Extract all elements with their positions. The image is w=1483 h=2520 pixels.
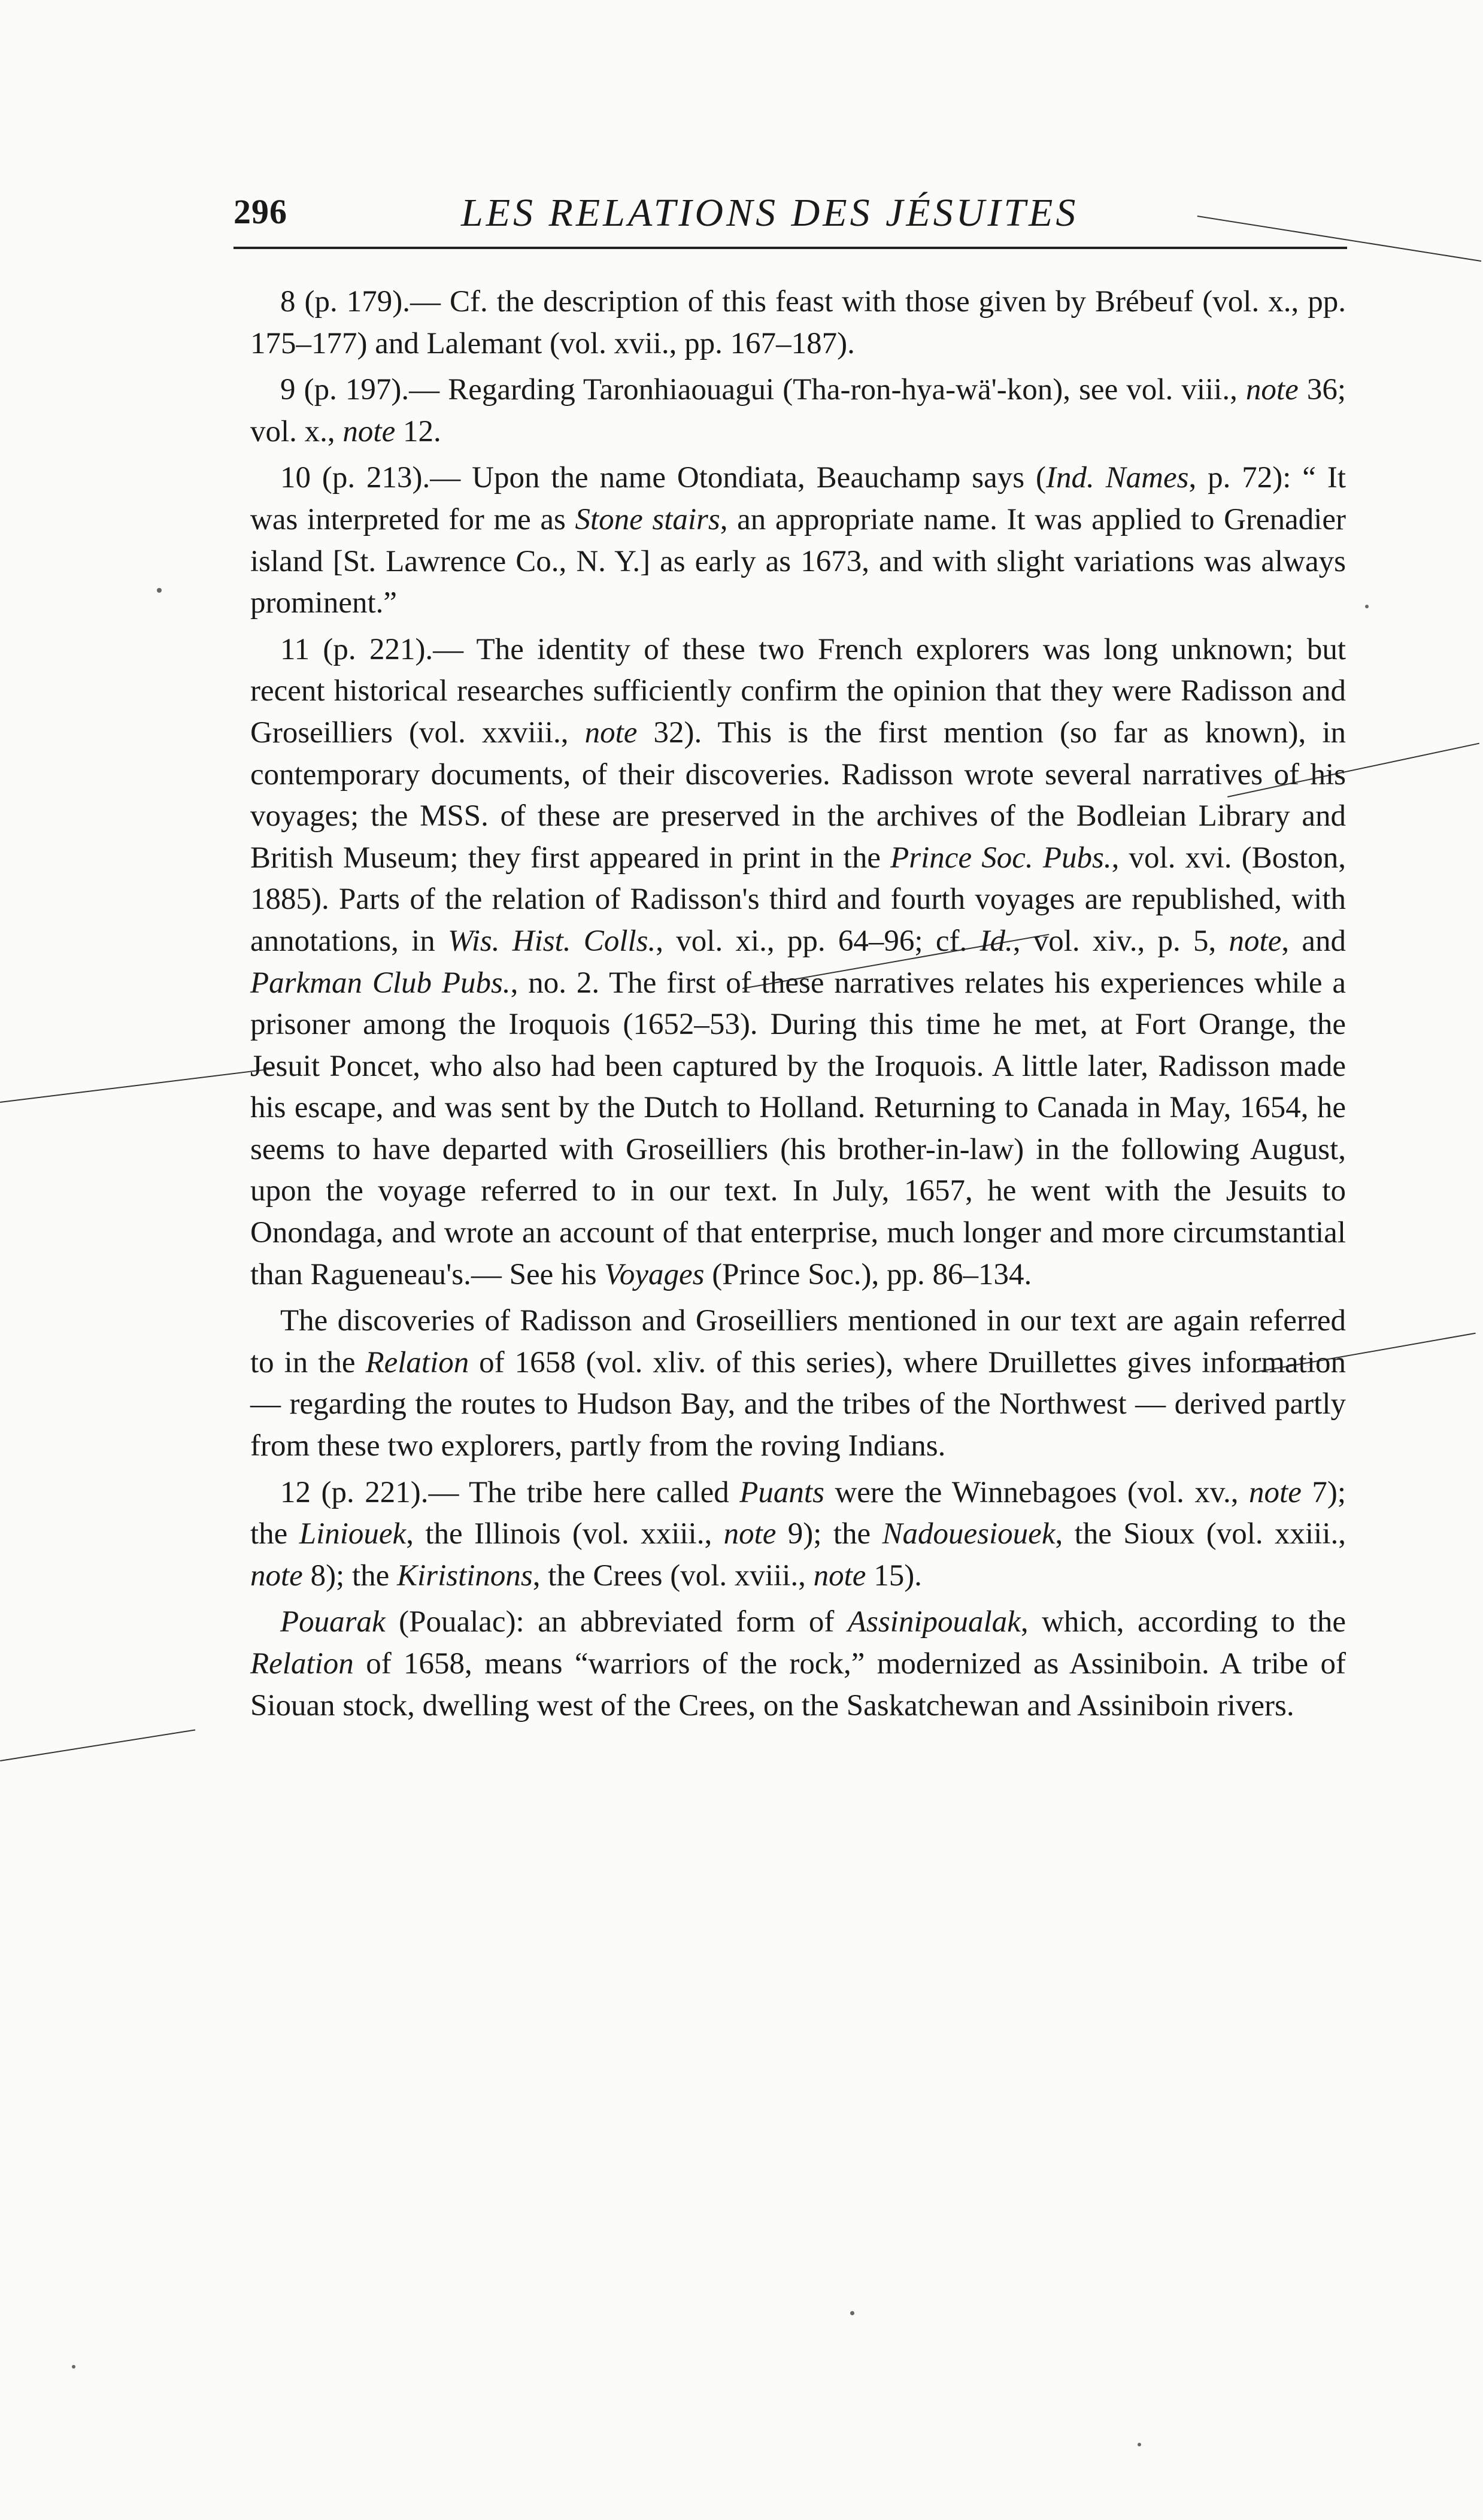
running-title: LES RELATIONS DES JÉSUITES <box>461 191 1079 235</box>
italic-text: note <box>584 715 638 750</box>
scan-stray-line <box>0 1068 274 1103</box>
italic-text: Liniouek <box>299 1517 407 1551</box>
text-run: 9); the <box>776 1517 882 1551</box>
italic-text: note <box>813 1558 866 1593</box>
italic-text: note <box>342 414 396 448</box>
italic-text: Ind. Names <box>1046 461 1189 495</box>
text-run: were the Winnebagoes (vol. xv., <box>824 1475 1250 1509</box>
endnote-11b <box>250 1300 1346 1467</box>
text-run: , and <box>1281 924 1346 958</box>
scan-speck <box>72 2365 75 2369</box>
text-run: , the Sioux (vol. xxiii., <box>1055 1517 1346 1551</box>
italic-text: Relation <box>250 1647 354 1681</box>
text-run: 8); the <box>302 1558 398 1593</box>
italic-text: Parkman Club Pubs. <box>250 966 511 1000</box>
scan-speck <box>850 2311 854 2315</box>
text-run: of 1658, means “warriors of the rock,” modernized as Assiniboin. A tribe of Siouan stock, dwelling west of the Crees, on the Saskatchewan and Assiniboin rivers. <box>250 1647 1346 1723</box>
text-run: 36; vol. x., <box>250 373 1346 448</box>
italic-text: Wis. Hist. Colls. <box>448 924 656 958</box>
endnote-10 <box>250 457 1346 624</box>
scan-speck <box>1138 2443 1141 2446</box>
text-run: , no. 2. The first of these narratives relates his experiences while a prisoner among the Iroquois (1652–53). During this time he met, at Fort Orange, the Jesuit Poncet, who also had been captured by the Iroquois. A little later, Radisson made his escape, and was sent by the Dutch to Holland. Returning to Canada in May, 1654, he seems to have departed with Groseilliers (his brother-in-law) in the following August, upon the voyage referred to in our text. In July, 1657, he went with the Jesuits to Onondaga, and wrote an account of that enterprise, much longer and more circumstantial than Ragueneau's.— See his <box>250 966 1346 1291</box>
italic-text: note <box>250 1558 303 1593</box>
italic-text: Relation <box>365 1345 469 1379</box>
text-run: 7); the <box>250 1475 1346 1551</box>
italic-text: Nadouesiouek <box>882 1517 1056 1551</box>
text-run: , an appropriate name. It was applied to Grenadier island [St. Lawrence Co., N. Y.] as early as 1673, and with slight variations was always prominent.” <box>250 502 1346 620</box>
italic-text: Prince Soc. Pubs. <box>890 841 1112 875</box>
text-run: , vol. xvi. (Boston, 1885). Parts of the relation of Radisson's third and fourth voyages are republished, with annotations, in <box>250 841 1346 958</box>
text-run: , p. 72): “ It was interpreted for me as <box>250 461 1346 536</box>
italic-text: Voyages <box>604 1257 705 1291</box>
page-number: 296 <box>233 192 287 231</box>
italic-text: Assinipoualak <box>847 1605 1021 1639</box>
text-run: 32). This is the first mention (so far as known), in contemporary documents, of their discoveries. Radisson wrote several narratives of his voyages; the MSS. of these are preserved in the archives of the Bodleian Library and British Museum; they first appeared in print in the <box>250 715 1346 875</box>
text-run: , which, according to the <box>1020 1605 1346 1639</box>
italic-text: Pouarak <box>280 1605 386 1639</box>
text-run: (Poualac): an abbreviated form of <box>385 1605 848 1639</box>
text-run: 11 (p. 221).— The identity of these two French explorers was long unknown; but recent historical researches sufficiently confirm the opinion that they were Radisson and Groseilliers (vol. xxviii., <box>250 632 1346 750</box>
text-run: 12 (p. 221).— The tribe here called <box>280 1475 740 1509</box>
scan-stray-line <box>0 1729 195 1761</box>
text-run: (Prince Soc.), pp. 86–134. <box>704 1257 1032 1291</box>
italic-text: note <box>1245 373 1299 407</box>
text-run: , vol. xiv., p. 5, <box>1012 924 1229 958</box>
italic-text: Kiristinons <box>397 1558 533 1593</box>
endnotes-body <box>250 281 1346 1727</box>
italic-text: Stone stairs <box>575 502 720 536</box>
header-rule <box>233 247 1347 249</box>
italic-text: Puants <box>739 1475 824 1509</box>
text-run: 8 (p. 179).— Cf. the description of this feast with those given by Brébeuf (vol. x., pp. 175–177) and Lalemant (vol. xvii., pp. 167–187). <box>250 285 1346 360</box>
italic-text: Id. <box>979 924 1013 958</box>
text-run: 9 (p. 197).— Regarding Taronhiaouagui (Tha-ron-hya-wä'-kon), see vol. viii., <box>280 373 1246 407</box>
text-run: The discoveries of Radisson and Groseilliers mentioned in our text are again referred to in the <box>250 1304 1346 1379</box>
scan-speck <box>157 588 162 593</box>
italic-text: note <box>1229 924 1282 958</box>
endnote-12 <box>250 1472 1346 1597</box>
text-run: , the Crees (vol. xviii., <box>532 1558 814 1593</box>
endnote-8 <box>250 281 1346 365</box>
endnote-9 <box>250 369 1346 453</box>
endnote-12b <box>250 1602 1346 1727</box>
text-run: , vol. xi., pp. 64–96; cf. <box>656 924 980 958</box>
text-run: , the Illinois (vol. xxiii., <box>406 1517 724 1551</box>
italic-text: note <box>723 1517 777 1551</box>
scan-speck <box>1365 605 1369 608</box>
italic-text: note <box>1249 1475 1302 1509</box>
text-run: of 1658 (vol. xliv. of this series), where Druillettes gives information — regarding the routes to Hudson Bay, and the tribes of the Northwest — derived partly from these two explorers, partly from the roving Indians. <box>250 1345 1346 1463</box>
text-run: 12. <box>395 414 441 448</box>
endnote-11 <box>250 629 1346 1296</box>
text-run: 10 (p. 213).— Upon the name Otondiata, Beauchamp says ( <box>280 461 1046 495</box>
text-run: 15). <box>866 1558 922 1593</box>
page-header <box>233 180 1359 245</box>
